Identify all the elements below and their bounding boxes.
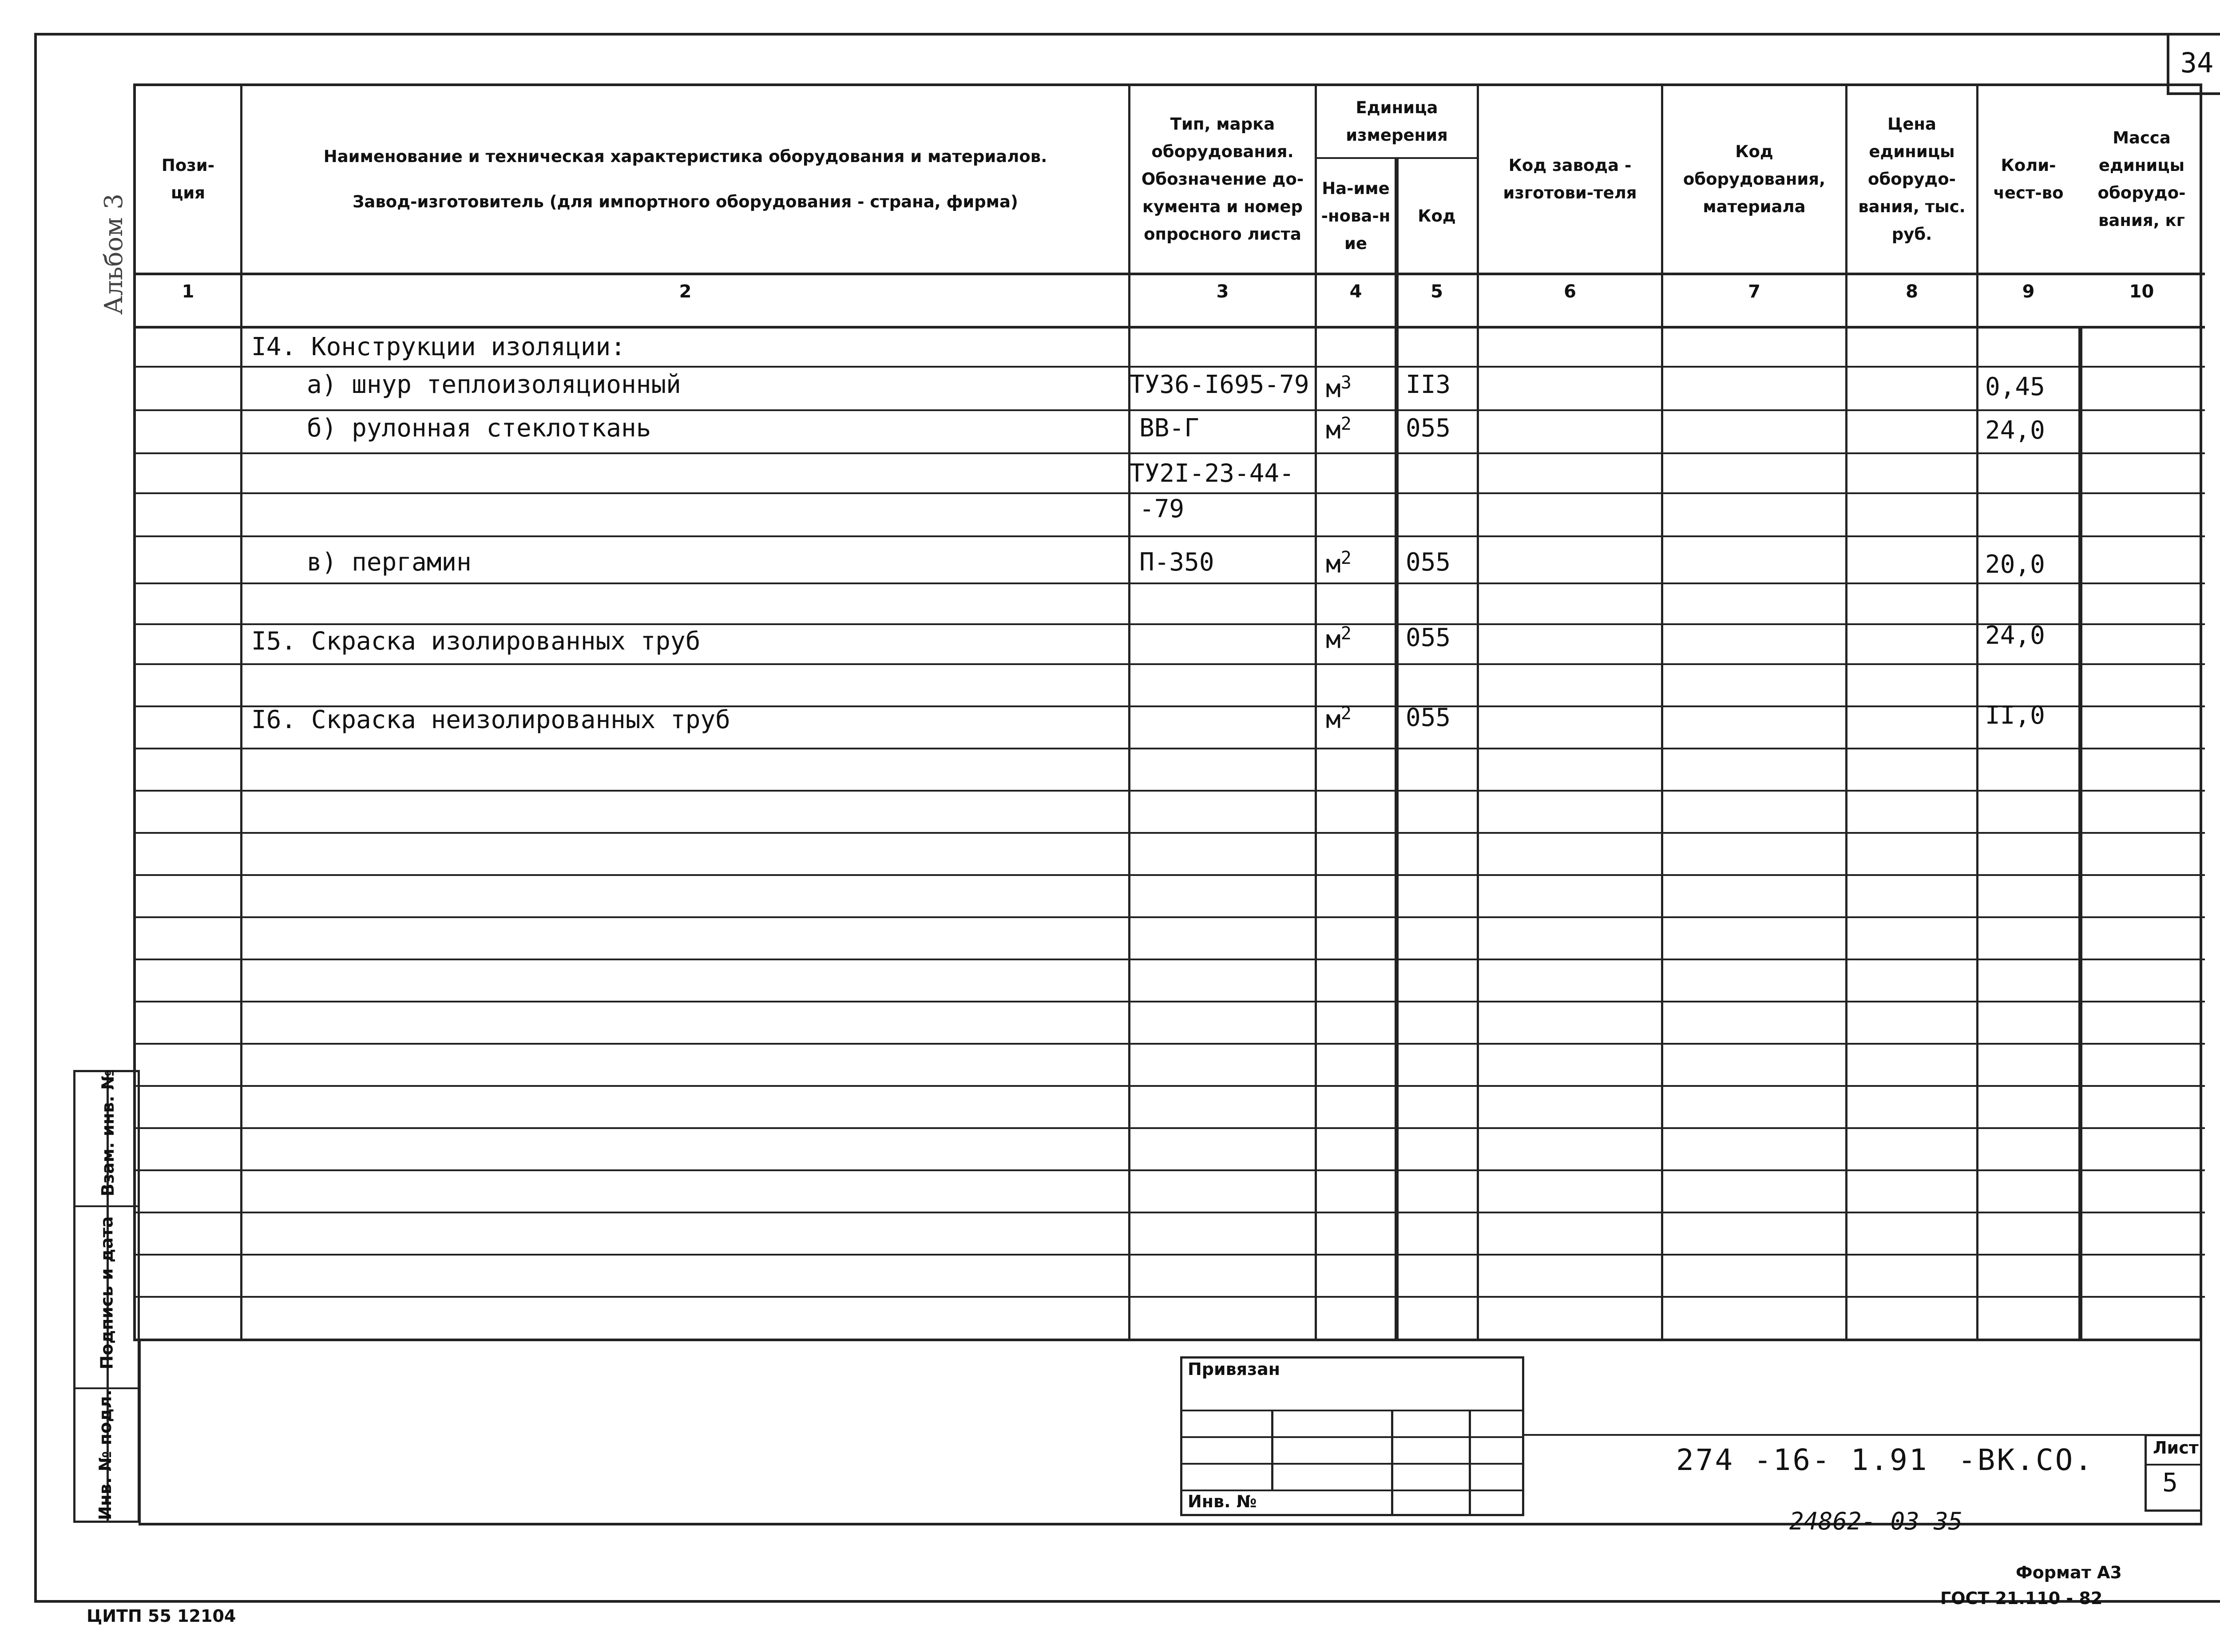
stamp-line [1271, 1410, 1273, 1490]
handwritten-number: 24862- 03 35 [1789, 1507, 1963, 1535]
stamp-line [1469, 1410, 1471, 1516]
row-line [136, 535, 2205, 537]
row-type: ТУ2I-23-44- [1130, 459, 1294, 488]
inv-no-label: Инв. № [1188, 1492, 1257, 1511]
document-suffix: -ВК.СО. [1958, 1443, 2094, 1477]
doc-block-top-line [1524, 1434, 2202, 1436]
row-line [136, 1212, 2205, 1213]
header-equipment-code: Код оборудования, материала [1683, 142, 1826, 216]
side-label-vzam: Взам. инв. № [98, 1070, 118, 1196]
stamp-line [1391, 1410, 1393, 1516]
row-qty: 20,0 [1985, 550, 2045, 579]
row-line [136, 790, 2205, 792]
row-type: -79 [1139, 495, 1185, 523]
row-code: 055 [1406, 548, 1451, 577]
privyazan-label: Привязан [1188, 1359, 1280, 1379]
hline [1315, 157, 1477, 159]
row-line [136, 366, 2205, 368]
col-number-1: 1 [182, 281, 194, 302]
row-qty: 24,0 [1985, 416, 2045, 445]
col-number-7: 7 [1748, 281, 1760, 302]
format-label: Формат А3 [2016, 1563, 2122, 1582]
col-number-2: 2 [679, 281, 692, 302]
row-line [136, 492, 2205, 494]
row-line [136, 1169, 2205, 1171]
row-qty: 0,45 [1985, 372, 2045, 401]
row-line [136, 959, 2205, 960]
row-line [136, 874, 2205, 876]
header-position: Пози- ция [161, 156, 215, 202]
row-line [136, 1085, 2205, 1087]
row-code: II3 [1406, 370, 1451, 399]
row-name: I4. Конструкции изоляции: [251, 333, 626, 361]
row-name: I5. Скраска изолированных труб [251, 627, 701, 656]
row-line [136, 623, 2205, 625]
row-line [136, 916, 2205, 918]
header-type: Тип, марка оборудования. Обозначение до-кумента и номер опросного листа [1141, 115, 1304, 244]
row-line [136, 1001, 2205, 1002]
stamp-line [1182, 1436, 1524, 1438]
list-number: 5 [2162, 1467, 2178, 1497]
row-line [136, 1043, 2205, 1045]
row-name: б) рулонная стеклоткань [307, 414, 651, 443]
header-name: Наименование и техническая характеристика оборудования и материалов. Завод-изготовитель (для импортного оборудования - страна, фирма) [323, 147, 1047, 211]
col-number-9: 9 [2022, 281, 2035, 302]
header-unit-code: Код [1418, 206, 1456, 226]
list-label: Лист [2153, 1438, 2199, 1458]
side-label-podpis: Подпись и дата [97, 1216, 117, 1370]
row-type: ВВ-Г [1139, 414, 1199, 443]
row-unit: $м^2$ [1326, 703, 1352, 734]
row-line [136, 409, 2205, 411]
row-unit: $м^2$ [1326, 414, 1352, 445]
header-unit-group: Единица измерения [1346, 98, 1448, 145]
row-qty: II,0 [1985, 701, 2045, 730]
row-name: а) шнур теплоизоляционный [307, 370, 681, 399]
stamp-line [1182, 1410, 1524, 1411]
row-line [136, 582, 2205, 584]
row-line [136, 832, 2205, 834]
row-code: 055 [1406, 623, 1451, 652]
header-unit-price: Цена единицы оборудо-вания, тыс. руб. [1858, 115, 1966, 244]
hline-colnums [136, 326, 2205, 329]
col-number-5: 5 [1431, 281, 1443, 302]
row-line [136, 663, 2205, 665]
col-number-8: 8 [1906, 281, 1918, 302]
row-unit: $м^3$ [1326, 372, 1352, 404]
row-unit: $м^2$ [1326, 548, 1352, 579]
gost-label: ГОСТ 21.110 - 82 [1940, 1589, 2103, 1608]
col-number-4: 4 [1349, 281, 1362, 302]
specification-table [133, 83, 2202, 1341]
album-label: Альбом 3 [99, 194, 128, 315]
row-unit: $м^2$ [1326, 623, 1352, 654]
stamp-line [1182, 1490, 1524, 1491]
row-line [136, 748, 2205, 749]
row-name: I6. Скраска неизолированных труб [251, 705, 730, 734]
document-code: 274 -16- 1.91 [1676, 1443, 1929, 1477]
header-quantity: Коли-чест-во [1993, 156, 2064, 202]
list-divider [2147, 1464, 2202, 1466]
header-factory-code: Код завода - изготови-теля [1503, 156, 1637, 202]
row-type: ТУ36-I695-79 [1130, 370, 1309, 399]
citp-label: ЦИТП 55 12104 [87, 1606, 236, 1626]
stamp-line [1182, 1463, 1524, 1465]
row-code: 055 [1406, 414, 1451, 443]
col-number-10: 10 [2129, 281, 2154, 302]
header-unit-name: На-име-нова-ние [1321, 178, 1391, 253]
corner-sheet-number: 34 [2167, 33, 2220, 95]
row-qty: 24,0 [1985, 621, 2045, 650]
hline-header [136, 273, 2205, 275]
col-number-3: 3 [1216, 281, 1229, 302]
privyazan-stamp [1180, 1356, 1524, 1516]
row-line [136, 1127, 2205, 1129]
row-type: П-350 [1139, 548, 1214, 577]
list-box [2145, 1434, 2202, 1512]
title-block-top-line [133, 1339, 2202, 1341]
col-number-6: 6 [1564, 281, 1576, 302]
row-line [136, 452, 2205, 454]
side-label-inv: Инв. № подл. [95, 1389, 115, 1521]
row-line [136, 1296, 2205, 1298]
row-code: 055 [1406, 703, 1451, 732]
row-name: в) пергамин [307, 548, 472, 577]
row-line [136, 1254, 2205, 1256]
header-mass: Масса единицы оборудо-вания, кг [2097, 128, 2186, 230]
